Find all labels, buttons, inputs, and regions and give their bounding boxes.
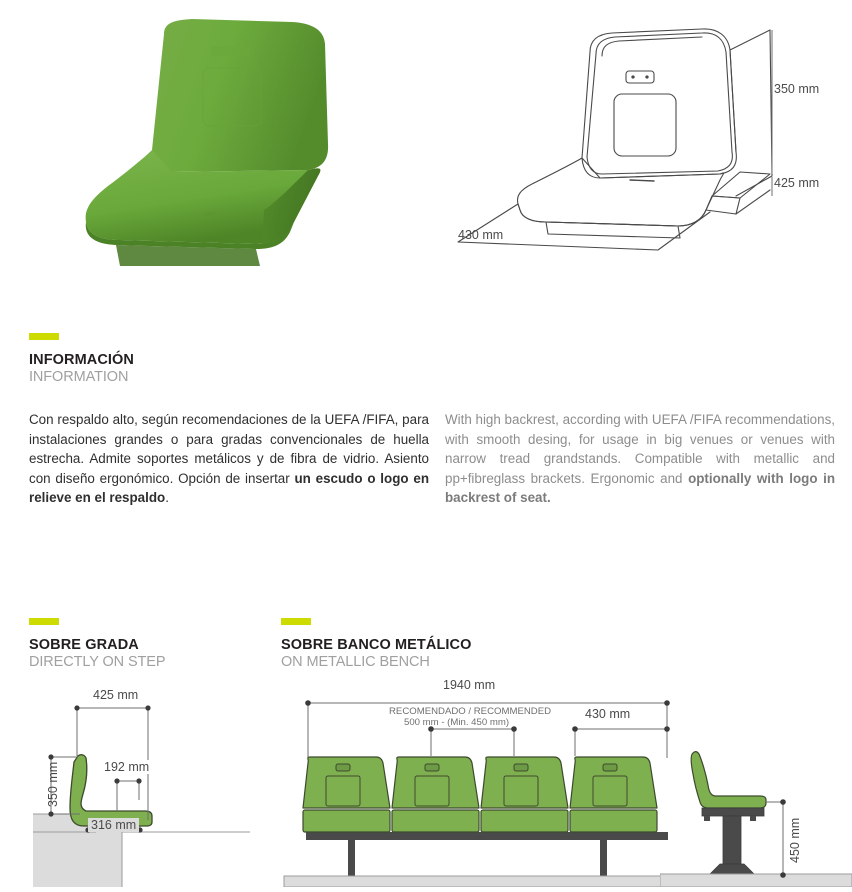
- bench-diagram: [270, 680, 690, 887]
- dim-overall-height: 350 mm: [774, 82, 820, 96]
- accent-bar-bench: [281, 618, 311, 625]
- information-title-es: INFORMACIÓN: [29, 352, 135, 368]
- bench-title-en: ON METALLIC BENCH: [281, 654, 430, 670]
- dim-bench-total-width: 1940 mm: [443, 678, 496, 692]
- information-text-english: [445, 410, 835, 508]
- information-text-en-bold: optionally with logo in backrest of seat.: [445, 470, 835, 506]
- dim-bench-seat-width: 430 mm: [585, 707, 631, 721]
- dim-bench-spacing-note: RECOMENDADO / RECOMMENDED: [389, 706, 552, 717]
- information-title-en: INFORMATION: [29, 369, 129, 385]
- information-text-es-bold: un escudo o logo en relieve en el respaldo: [29, 470, 429, 506]
- product-photo: [60, 4, 360, 266]
- accent-bar-information: [29, 333, 59, 340]
- bench-heading: [281, 637, 472, 671]
- dim-bench-height: 450 mm: [788, 817, 802, 863]
- dim-overall-depth: 425 mm: [774, 176, 820, 190]
- dim-bench-spacing-value: 500 mm - (Min. 450 mm): [404, 717, 510, 728]
- dim-overall-width: 430 mm: [458, 228, 504, 242]
- dim-step-backrest-height: 350 mm: [46, 761, 60, 807]
- isometric-seat-drawing: [440, 14, 852, 264]
- dim-step-seat-depth-upper: 192 mm: [104, 760, 150, 774]
- information-text-en-part1: With high backrest, according with UEFA /FIFA recommendations, with smooth desing, for usage in big venues or venues with narrow tread grandstands. Compatible with metallic and pp+fibreglass brackets. Ergonomic and: [445, 412, 835, 486]
- accent-bar-step: [29, 618, 59, 625]
- bench-title-es: SOBRE BANCO METÁLICO: [281, 637, 472, 653]
- dim-step-seat-depth-lower: 316 mm: [88, 818, 139, 832]
- step-title-en: DIRECTLY ON STEP: [29, 654, 166, 670]
- step-title-es: SOBRE GRADA: [29, 637, 139, 653]
- step-diagram: [0, 680, 250, 887]
- information-text-es-part1: Con respaldo alto, según recomendaciones de la UEFA /FIFA, para instalaciones grandes o para gradas convencionales de huella estrecha. Admite soportes metálicos y de fibra de vidrio. Asiento con diseño ergonómico. Opción de insertar: [29, 412, 429, 486]
- information-heading: [29, 352, 134, 386]
- information-text-spanish: [29, 410, 429, 508]
- bench-side-view-diagram: [660, 730, 852, 887]
- dim-step-width: 425 mm: [93, 688, 139, 702]
- step-heading: [29, 637, 165, 671]
- information-text-es-part2: .: [165, 490, 169, 506]
